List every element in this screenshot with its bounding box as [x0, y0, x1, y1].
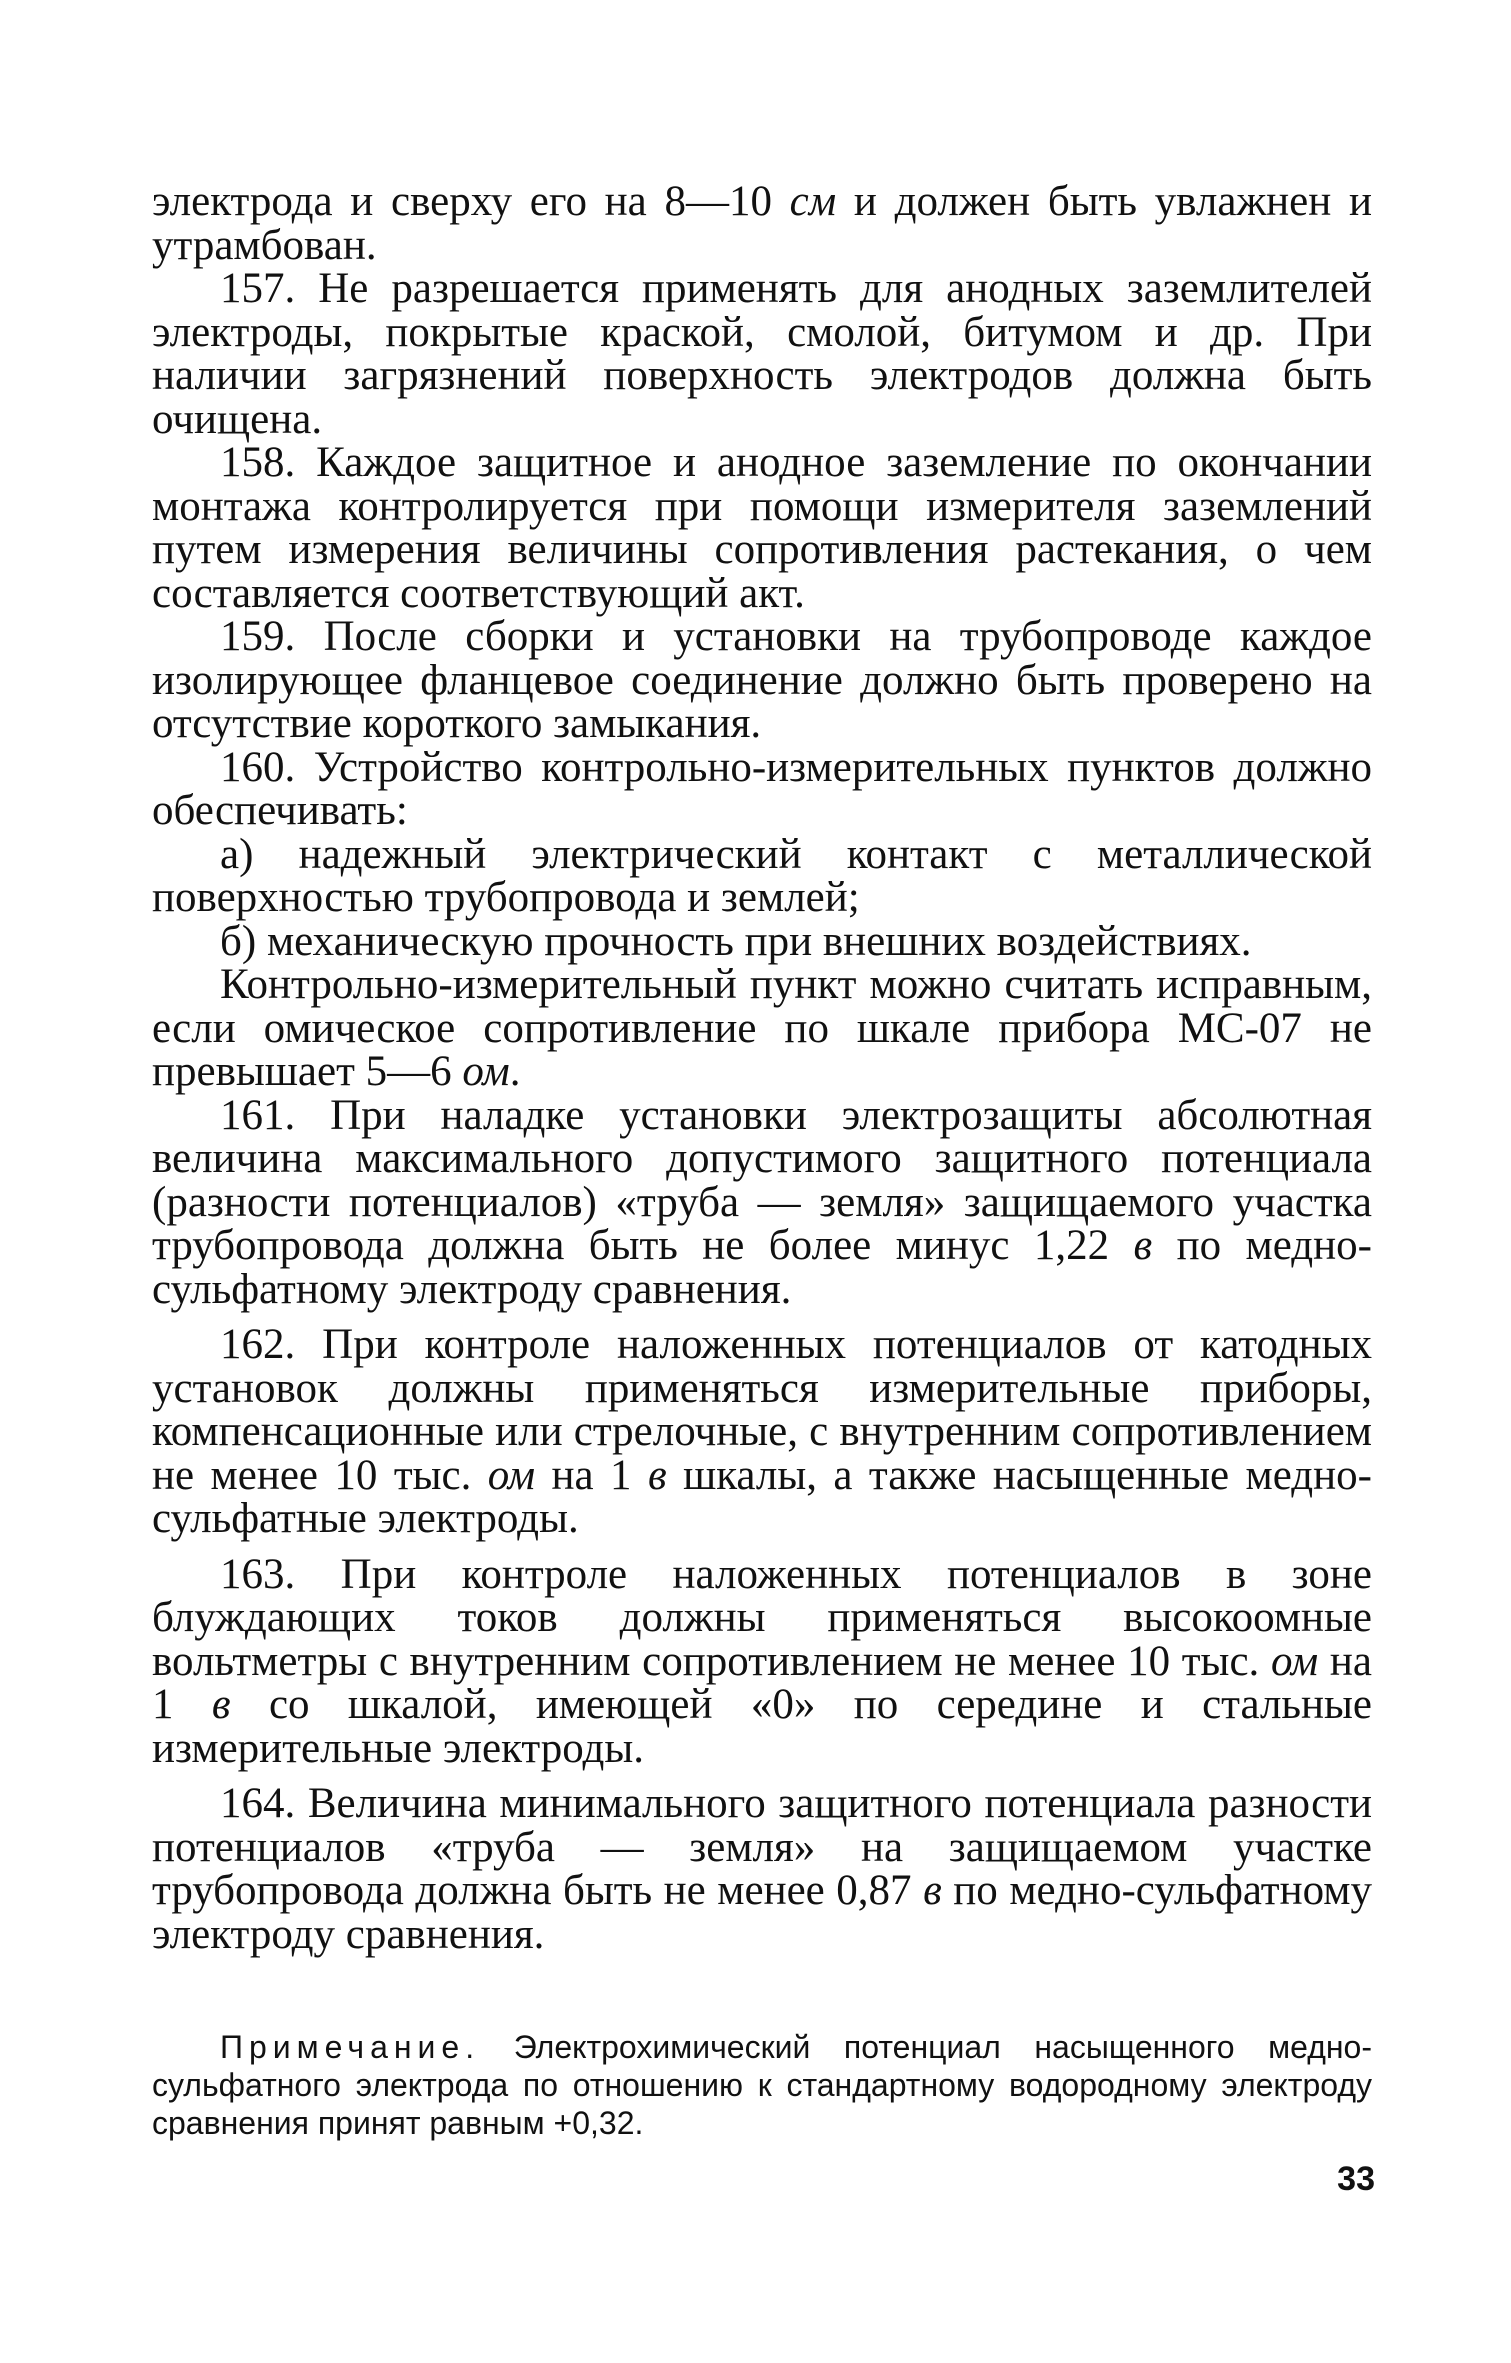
page-number: 33 — [1337, 2160, 1375, 2198]
paragraph-159: 159. После сборки и установки на трубопроводе каждое изолирующее фланцевое соединение должно быть проверено на отсутствие короткого замыкания. — [152, 613, 1372, 747]
unit: ом — [1270, 1637, 1319, 1685]
page-body — [152, 180, 1372, 1956]
unit: в — [923, 1867, 942, 1914]
paragraph-162 — [152, 1323, 1372, 1541]
text: на 1 — [152, 1637, 1372, 1728]
text: по медно-сульфатному электроду сравнения. — [152, 1867, 1372, 1958]
text: . — [509, 1048, 521, 1095]
paragraph-163 — [152, 1550, 1373, 1772]
unit: ом — [487, 1451, 536, 1499]
paragraph-157: 157. Не разрешается применять для анодных заземлителей электроды, покрытые краской, смолой, битумом и др. При наличии загрязнений поверхность электродов должна быть очищена. — [152, 265, 1372, 443]
text: по медно-сульфатному электроду сравнения. — [152, 1222, 1372, 1313]
text: 164. Величина минимального защитного потенциала разности потенциалов «труба — земля» на защищаемом участке трубопровода должна быть не менее 0,87 — [152, 1780, 1372, 1914]
text: на 1 — [535, 1451, 648, 1499]
paragraph-160: 160. Устройство контрольно-измерительных пунктов должно обеспечивать: — [152, 743, 1372, 834]
text: и должен быть увлажнен и утрамбован. — [152, 178, 1372, 269]
footnote-text: Электрохимический потенциал насыщенного медно-сульфатного электрода по отношению к стандартному водородному электроду сравнения принят равным +0,32. — [152, 2029, 1372, 2141]
unit: см — [789, 178, 837, 225]
unit: в — [647, 1451, 667, 1499]
list-item-a: а) надежный электрический контакт с металлической поверхностью трубопровода и землей; — [152, 830, 1372, 921]
unit: в — [211, 1681, 231, 1728]
footnote — [152, 2028, 1372, 2142]
text: 163. При контроле наложенных потенциалов в зоне блуждающих токов должны применяться высокоомные вольтметры с внутренним сопротивлением не менее 10 тыс. — [152, 1550, 1372, 1685]
footnote-label: Примечание. — [220, 2029, 481, 2065]
list-item-b: б) механическую прочность при внешних воздействиях. — [220, 917, 1252, 965]
text: Контрольно-измерительный пункт можно считать исправным, если омическое сопротивление по шкале прибора МС-07 не превышает 5—6 — [152, 961, 1372, 1095]
unit: ом — [462, 1048, 510, 1095]
paragraph-161 — [152, 1091, 1372, 1313]
paragraph-160-tail — [152, 963, 1372, 1094]
paragraph-164 — [152, 1782, 1372, 1956]
text: 162. При контроле наложенных потенциалов от катодных установок должны применяться измерительные приборы, компенсационные или стрелочные, с внутренним сопротивлением не менее 10 тыс. — [152, 1321, 1372, 1499]
paragraph-continuation — [152, 180, 1372, 267]
text: электрода и сверху его на 8—10 — [152, 178, 790, 225]
paragraph-158: 158. Каждое защитное и анодное заземление по окончании монтажа контролируется при помощи измерителя заземлений путем измерения величины сопротивления растекания, о чем составляется соответствующий акт. — [152, 439, 1372, 617]
text: 161. При наладке установки электрозащиты абсолютная величина максимального допустимого защитного потенциала (разности потенциалов) «труба — земля» защищаемого участка трубопровода должна быть не более минус 1,22 — [152, 1091, 1372, 1269]
text: со шкалой, имеющей «0» по середине и стальные измерительные электроды. — [152, 1681, 1373, 1772]
text: шкалы, а также насыщенные медно-сульфатные электроды. — [152, 1451, 1372, 1542]
unit: в — [1133, 1222, 1153, 1269]
